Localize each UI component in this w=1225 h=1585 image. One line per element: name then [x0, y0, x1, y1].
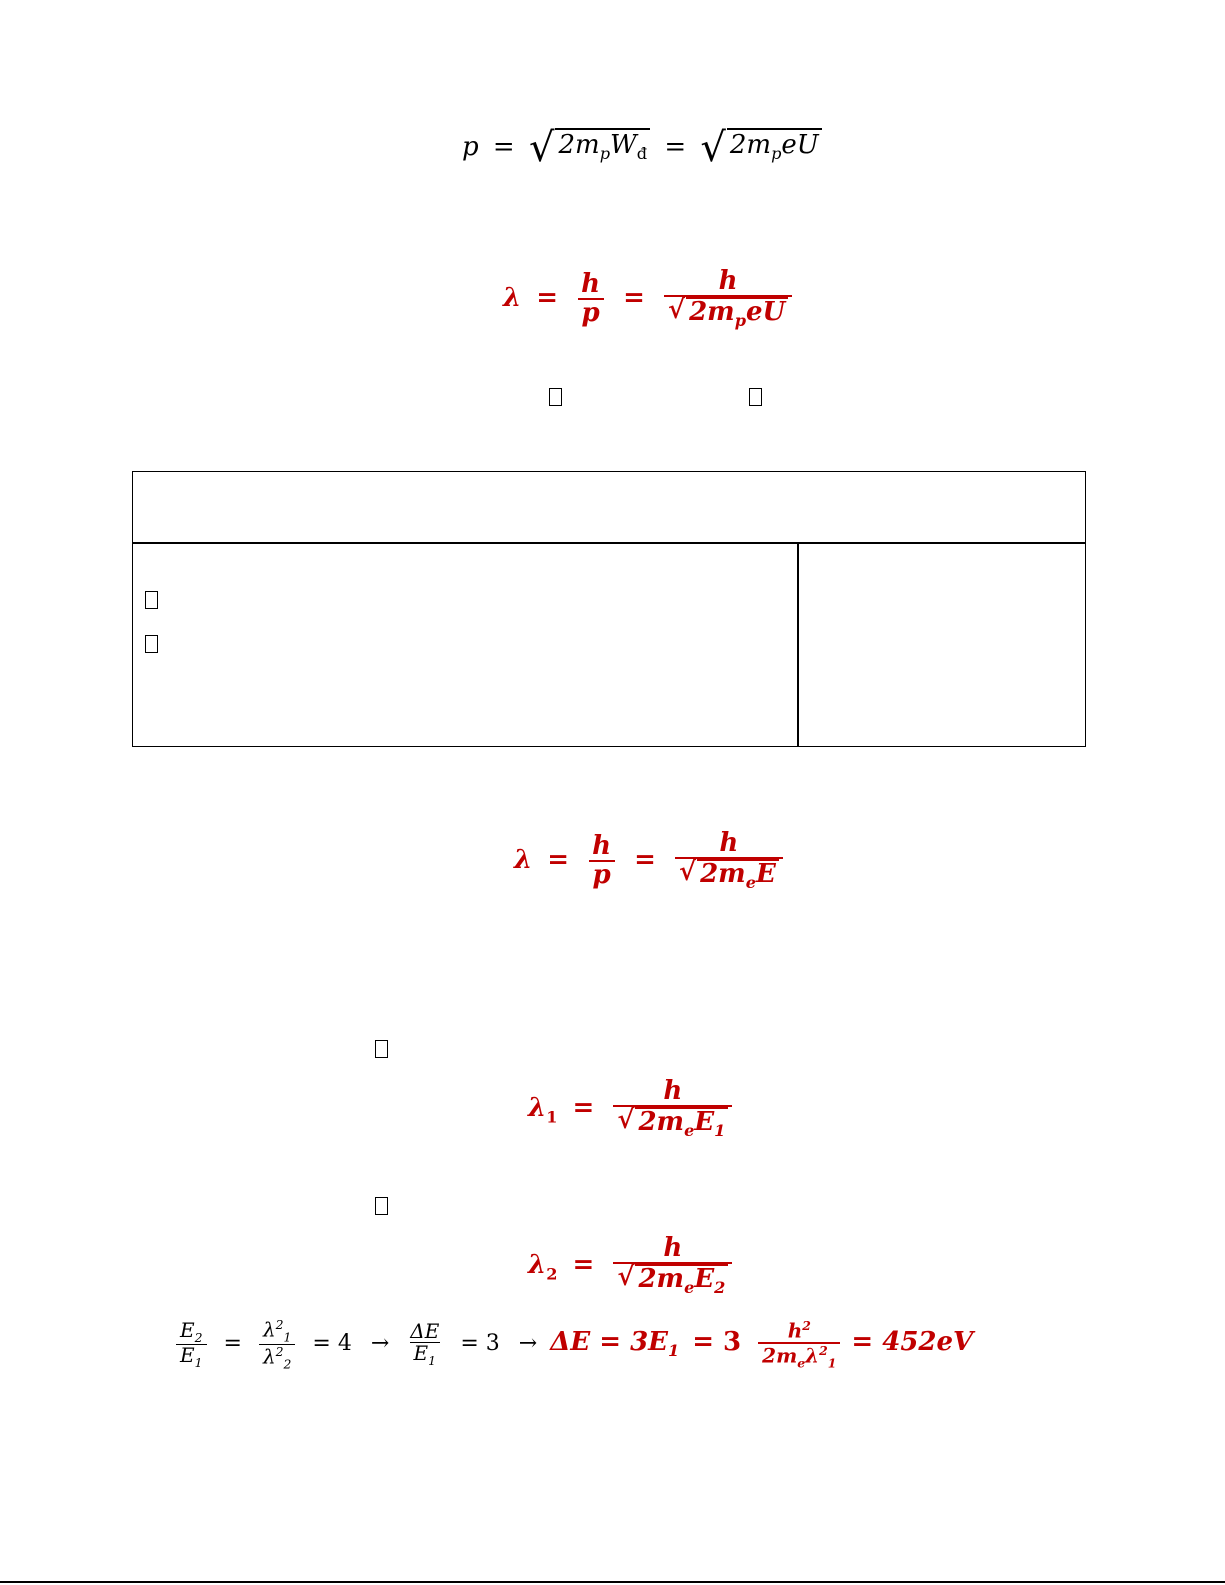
- eq1-rad1-b: W: [610, 130, 637, 160]
- eq4-den: √ $2m_eE_1$: [613, 1105, 732, 1140]
- eq6-f2-num-sup: 2: [275, 1317, 284, 1332]
- eq2-num2: h: [718, 266, 738, 296]
- eq6-red-f-den-sub: e: [797, 1355, 806, 1371]
- eq2-den2-a: 2m: [689, 297, 735, 328]
- eq6-f2-num-sub: 1: [283, 1329, 292, 1345]
- eq1-rad1: 2m: [558, 130, 600, 160]
- eq4-num: h: [663, 1076, 683, 1106]
- eq2-den2-b: eU: [745, 297, 786, 328]
- eq3-equals-2: =: [634, 845, 656, 876]
- eq6-fraction-3: [406, 1321, 443, 1367]
- eq3-den1: p: [589, 860, 615, 889]
- eq1-rad1-b-sub: đ: [636, 144, 648, 164]
- wavelength-equation-1: [528, 1078, 736, 1140]
- eq2-lhs: λ: [503, 283, 522, 314]
- eq1-rad2-b: eU: [781, 130, 819, 160]
- eq6-f2-den-sub: 2: [283, 1356, 292, 1372]
- momentum-equation: [462, 125, 822, 171]
- eq3-den2-a: 2m: [700, 859, 746, 890]
- eq6-red-a-sub: 1: [668, 1341, 680, 1361]
- eq6-equals-c: = 3: [460, 1331, 500, 1357]
- eq4-den-b: E: [694, 1107, 715, 1138]
- eq4-den-a: 2m: [638, 1107, 685, 1138]
- eq1-rad1-sub: p: [599, 144, 610, 164]
- eq5-den: √ $2m_eE_2$: [613, 1262, 732, 1297]
- eq4-den-b-sub: 1: [714, 1121, 726, 1141]
- eq5-lhs-sub: 2: [546, 1264, 558, 1284]
- eq4-equals: =: [572, 1093, 595, 1124]
- eq5-fraction: [613, 1235, 732, 1297]
- eq3-fraction-1: [588, 830, 615, 891]
- eq3-num2: h: [719, 828, 739, 858]
- eq1-rad2: 2m: [729, 130, 772, 160]
- eq6-red-c: = 452eV: [851, 1327, 974, 1358]
- eq3-den2: √ $2m_eE$: [675, 857, 783, 892]
- eq2-equals: =: [536, 283, 559, 314]
- eq6-f3-num: ΔE: [410, 1319, 440, 1344]
- wavelength-equation-proton: [503, 268, 796, 330]
- eq6-red-f-den-b-sup: 2: [819, 1342, 828, 1358]
- eq6-red-fraction: [758, 1319, 840, 1369]
- eq6-arrow-2: →: [518, 1331, 538, 1357]
- eq6-red-f-num: h: [787, 1318, 803, 1343]
- eq5-den-sub: e: [684, 1278, 695, 1298]
- eq6-f3-den: E: [413, 1341, 429, 1366]
- eq4-lhs-sub: 1: [546, 1107, 558, 1127]
- wavelength-equation-2: [528, 1235, 736, 1297]
- eq1-sqrt-2: √ $2m_peU$: [700, 128, 821, 168]
- page-bottom-border: [0, 1581, 1225, 1583]
- eq6-f2-den-sup: 2: [275, 1343, 284, 1359]
- eq6-f2-den: λ: [262, 1344, 276, 1369]
- eq6-f3-den-sub: 1: [428, 1353, 437, 1369]
- missing-glyph-4: [145, 635, 158, 653]
- eq1-equals-2: =: [664, 132, 687, 162]
- eq4-den-sub: e: [684, 1121, 695, 1141]
- eq6-f1-num-sub: 2: [194, 1329, 203, 1345]
- eq5-den-b-sub: 2: [714, 1278, 726, 1298]
- eq6-f1-den-sub: 1: [194, 1354, 203, 1370]
- eq6-f1-den: E: [180, 1342, 195, 1367]
- missing-glyph-2: [749, 388, 762, 406]
- eq6-equals-a: =: [223, 1331, 242, 1357]
- eq3-num1: h: [592, 830, 612, 861]
- eq1-sqrt-1: √ $2m_pW_đ$: [529, 128, 650, 168]
- eq2-num1: h: [581, 268, 601, 299]
- missing-glyph-5: [375, 1040, 388, 1058]
- table-divider-vertical: [797, 542, 799, 747]
- eq6-fraction-1: [176, 1317, 207, 1370]
- eq6-f1-num: E: [180, 1317, 195, 1342]
- eq3-equals: =: [547, 845, 570, 876]
- eq4-fraction: [613, 1078, 732, 1140]
- table-divider-horizontal: [132, 542, 1086, 544]
- missing-glyph-6: [375, 1197, 388, 1215]
- eq1-equals: =: [492, 132, 515, 162]
- eq4-lhs: λ: [528, 1093, 547, 1124]
- eq2-fraction-2: [664, 268, 792, 330]
- eq6-f2-num: λ: [262, 1317, 276, 1342]
- eq6-arrow-1: →: [370, 1331, 390, 1357]
- eq3-den2-sub: e: [745, 873, 756, 893]
- eq3-den2-b: E: [755, 859, 776, 890]
- eq3-lhs: λ: [514, 845, 533, 876]
- eq1-lhs: p: [462, 132, 479, 162]
- missing-glyph-1: [549, 388, 562, 406]
- eq6-red-f-den-b: λ: [805, 1343, 820, 1368]
- wavelength-equation-electron: [514, 830, 787, 892]
- eq3-fraction-2: [675, 830, 783, 892]
- eq6-red-f-den-b-sub: 1: [827, 1355, 837, 1371]
- eq6-red-f-num-sup: 2: [802, 1318, 811, 1334]
- missing-glyph-3: [145, 591, 158, 609]
- eq6-equals-b: = 4: [312, 1331, 352, 1357]
- eq2-den2: √ $2m_peU$: [664, 295, 792, 330]
- eq2-den1: p: [578, 298, 604, 327]
- eq5-den-b: E: [694, 1264, 715, 1295]
- eq2-fraction-1: [577, 268, 604, 329]
- question-table: [132, 471, 1086, 747]
- eq5-equals: =: [572, 1250, 595, 1281]
- eq2-den2-sub: p: [734, 311, 746, 331]
- eq6-red-b: = 3: [692, 1327, 742, 1358]
- eq6-fraction-2: [259, 1318, 295, 1370]
- eq6-red-f-den: 2m: [762, 1343, 798, 1368]
- eq2-equals-2: =: [623, 283, 645, 314]
- eq6-red-a: ΔE = 3E: [550, 1327, 668, 1358]
- energy-ratio-equation: [172, 1318, 973, 1370]
- eq1-rad2-sub: p: [771, 144, 782, 164]
- eq5-num: h: [663, 1233, 683, 1263]
- eq5-lhs: λ: [528, 1250, 547, 1281]
- eq5-den-a: 2m: [638, 1264, 685, 1295]
